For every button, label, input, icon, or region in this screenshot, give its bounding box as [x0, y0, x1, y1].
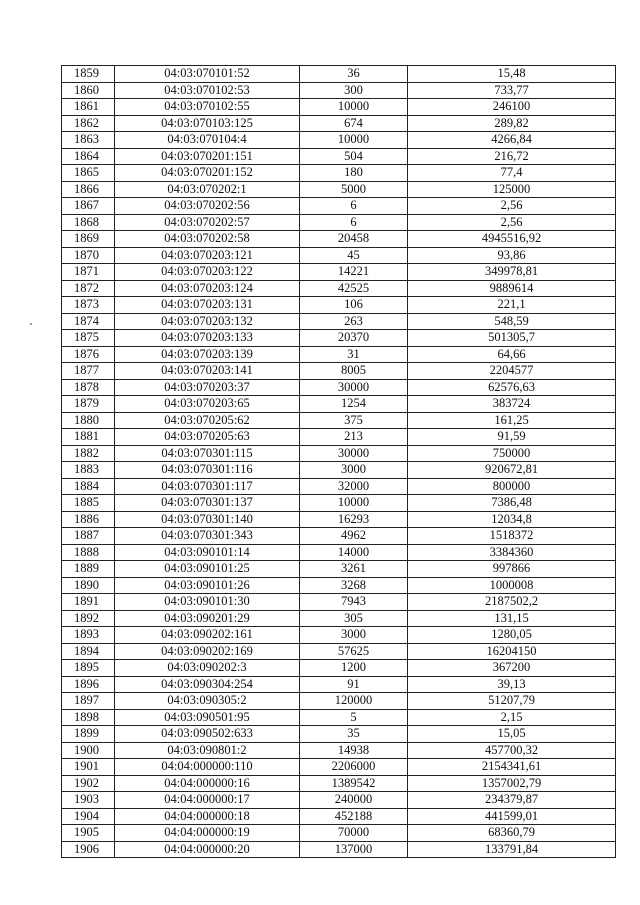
- area-cell: 3000: [300, 462, 408, 479]
- cadastral-number-cell: 04:03:070203:132: [115, 313, 300, 330]
- area-cell: 91: [300, 676, 408, 693]
- row-number-cell: 1860: [62, 82, 115, 99]
- table-row: [62, 379, 616, 396]
- table-row: [62, 759, 616, 776]
- cadastral-value-cell: 2,15: [408, 709, 616, 726]
- row-number-cell: 1898: [62, 709, 115, 726]
- table-row: [62, 297, 616, 314]
- cadastral-number-cell: 04:04:000000:16: [115, 775, 300, 792]
- table-row: [62, 825, 616, 842]
- table-body: [62, 66, 616, 858]
- row-number-cell: 1884: [62, 478, 115, 495]
- cadastral-value-cell: 221,1: [408, 297, 616, 314]
- table-row: [62, 841, 616, 858]
- cadastral-number-cell: 04:03:070205:63: [115, 429, 300, 446]
- area-cell: 137000: [300, 841, 408, 858]
- cadastral-number-cell: 04:03:090501:95: [115, 709, 300, 726]
- cadastral-value-cell: 2,56: [408, 198, 616, 215]
- row-number-cell: 1861: [62, 99, 115, 116]
- row-number-cell: 1870: [62, 247, 115, 264]
- cadastral-value-cell: 62576,63: [408, 379, 616, 396]
- row-number-cell: 1873: [62, 297, 115, 314]
- table-row: [62, 412, 616, 429]
- row-number-cell: 1905: [62, 825, 115, 842]
- cadastral-value-cell: 15,48: [408, 66, 616, 83]
- cadastral-value-cell: 68360,79: [408, 825, 616, 842]
- row-number-cell: 1903: [62, 792, 115, 809]
- cadastral-value-cell: 2187502,2: [408, 594, 616, 611]
- row-number-cell: 1864: [62, 148, 115, 165]
- cadastral-number-cell: 04:03:070203:124: [115, 280, 300, 297]
- cadastral-number-cell: 04:03:070203:65: [115, 396, 300, 413]
- row-number-cell: 1879: [62, 396, 115, 413]
- area-cell: 2206000: [300, 759, 408, 776]
- area-cell: 35: [300, 726, 408, 743]
- area-cell: 263: [300, 313, 408, 330]
- area-cell: 45: [300, 247, 408, 264]
- row-number-cell: 1867: [62, 198, 115, 215]
- row-number-cell: 1862: [62, 115, 115, 132]
- cadastral-value-cell: 64,66: [408, 346, 616, 363]
- cadastral-value-cell: 2154341,61: [408, 759, 616, 776]
- area-cell: 57625: [300, 643, 408, 660]
- scan-speck: [30, 323, 32, 325]
- row-number-cell: 1902: [62, 775, 115, 792]
- row-number-cell: 1872: [62, 280, 115, 297]
- area-cell: 5000: [300, 181, 408, 198]
- area-cell: 180: [300, 165, 408, 182]
- cadastral-number-cell: 04:03:090502:633: [115, 726, 300, 743]
- row-number-cell: 1895: [62, 660, 115, 677]
- row-number-cell: 1889: [62, 561, 115, 578]
- cadastral-value-cell: 383724: [408, 396, 616, 413]
- cadastral-value-cell: 4266,84: [408, 132, 616, 149]
- cadastral-number-cell: 04:03:070201:151: [115, 148, 300, 165]
- area-cell: 1254: [300, 396, 408, 413]
- cadastral-number-cell: 04:04:000000:19: [115, 825, 300, 842]
- row-number-cell: 1899: [62, 726, 115, 743]
- area-cell: 4962: [300, 528, 408, 545]
- cadastral-value-cell: 12034,8: [408, 511, 616, 528]
- cadastral-value-cell: 1280,05: [408, 627, 616, 644]
- cadastral-number-cell: 04:04:000000:20: [115, 841, 300, 858]
- table-row: [62, 627, 616, 644]
- table-row: [62, 610, 616, 627]
- area-cell: 5: [300, 709, 408, 726]
- cadastral-value-cell: 501305,7: [408, 330, 616, 347]
- area-cell: 14938: [300, 742, 408, 759]
- cadastral-number-cell: 04:03:070201:152: [115, 165, 300, 182]
- row-number-cell: 1882: [62, 445, 115, 462]
- area-cell: 6: [300, 198, 408, 215]
- cadastral-number-cell: 04:03:090202:161: [115, 627, 300, 644]
- cadastral-value-cell: 1518372: [408, 528, 616, 545]
- table-row: [62, 346, 616, 363]
- cadastral-value-cell: 548,59: [408, 313, 616, 330]
- table-row: [62, 495, 616, 512]
- cadastral-value-cell: 367200: [408, 660, 616, 677]
- row-number-cell: 1906: [62, 841, 115, 858]
- area-cell: 20458: [300, 231, 408, 248]
- table-row: [62, 643, 616, 660]
- area-cell: 213: [300, 429, 408, 446]
- table-row: [62, 660, 616, 677]
- cadastral-value-cell: 4945516,92: [408, 231, 616, 248]
- cadastral-number-cell: 04:03:090305:2: [115, 693, 300, 710]
- row-number-cell: 1890: [62, 577, 115, 594]
- table-row: [62, 115, 616, 132]
- area-cell: 452188: [300, 808, 408, 825]
- row-number-cell: 1865: [62, 165, 115, 182]
- row-number-cell: 1866: [62, 181, 115, 198]
- area-cell: 14000: [300, 544, 408, 561]
- area-cell: 300: [300, 82, 408, 99]
- table-row: [62, 775, 616, 792]
- area-cell: 106: [300, 297, 408, 314]
- table-row: [62, 66, 616, 83]
- table-row: [62, 709, 616, 726]
- row-number-cell: 1869: [62, 231, 115, 248]
- table-row: [62, 742, 616, 759]
- cadastral-number-cell: 04:03:070203:141: [115, 363, 300, 380]
- cadastral-value-cell: 7386,48: [408, 495, 616, 512]
- area-cell: 3000: [300, 627, 408, 644]
- area-cell: 30000: [300, 379, 408, 396]
- table-row: [62, 82, 616, 99]
- cadastral-number-cell: 04:03:090201:29: [115, 610, 300, 627]
- table-row: [62, 231, 616, 248]
- row-number-cell: 1875: [62, 330, 115, 347]
- table-row: [62, 478, 616, 495]
- cadastral-number-cell: 04:03:070301:115: [115, 445, 300, 462]
- table-row: [62, 544, 616, 561]
- table-row: [62, 330, 616, 347]
- cadastral-number-cell: 04:03:070301:140: [115, 511, 300, 528]
- cadastral-number-cell: 04:03:090101:25: [115, 561, 300, 578]
- area-cell: 20370: [300, 330, 408, 347]
- cadastral-number-cell: 04:03:070102:55: [115, 99, 300, 116]
- row-number-cell: 1877: [62, 363, 115, 380]
- row-number-cell: 1878: [62, 379, 115, 396]
- cadastral-value-cell: 131,15: [408, 610, 616, 627]
- table-row: [62, 792, 616, 809]
- area-cell: 14221: [300, 264, 408, 281]
- cadastral-number-cell: 04:03:070203:121: [115, 247, 300, 264]
- cadastral-value-cell: 234379,87: [408, 792, 616, 809]
- table-row: [62, 148, 616, 165]
- row-number-cell: 1883: [62, 462, 115, 479]
- area-cell: 6: [300, 214, 408, 231]
- area-cell: 7943: [300, 594, 408, 611]
- cadastral-number-cell: 04:03:070301:116: [115, 462, 300, 479]
- cadastral-number-cell: 04:03:070203:37: [115, 379, 300, 396]
- cadastral-value-cell: 1000008: [408, 577, 616, 594]
- row-number-cell: 1868: [62, 214, 115, 231]
- cadastral-number-cell: 04:03:070203:133: [115, 330, 300, 347]
- cadastral-number-cell: 04:03:070202:57: [115, 214, 300, 231]
- cadastral-value-cell: 15,05: [408, 726, 616, 743]
- table-row: [62, 247, 616, 264]
- table-row: [62, 462, 616, 479]
- table-row: [62, 429, 616, 446]
- cadastral-value-cell: 457700,32: [408, 742, 616, 759]
- table-row: [62, 693, 616, 710]
- table-row: [62, 264, 616, 281]
- row-number-cell: 1893: [62, 627, 115, 644]
- cadastral-number-cell: 04:03:070203:131: [115, 297, 300, 314]
- row-number-cell: 1888: [62, 544, 115, 561]
- row-number-cell: 1891: [62, 594, 115, 611]
- area-cell: 1200: [300, 660, 408, 677]
- cadastral-number-cell: 04:03:070103:125: [115, 115, 300, 132]
- cadastral-value-cell: 39,13: [408, 676, 616, 693]
- cadastral-value-cell: 16204150: [408, 643, 616, 660]
- cadastral-value-cell: 733,77: [408, 82, 616, 99]
- table-row: [62, 561, 616, 578]
- area-cell: 16293: [300, 511, 408, 528]
- cadastral-value-table: [61, 65, 616, 858]
- area-cell: 3261: [300, 561, 408, 578]
- table-row: [62, 313, 616, 330]
- cadastral-number-cell: 04:03:090801:2: [115, 742, 300, 759]
- area-cell: 240000: [300, 792, 408, 809]
- cadastral-number-cell: 04:03:090304:254: [115, 676, 300, 693]
- area-cell: 120000: [300, 693, 408, 710]
- table-row: [62, 808, 616, 825]
- cadastral-value-cell: 133791,84: [408, 841, 616, 858]
- cadastral-value-cell: 289,82: [408, 115, 616, 132]
- cadastral-value-cell: 997866: [408, 561, 616, 578]
- table-row: [62, 99, 616, 116]
- table-row: [62, 132, 616, 149]
- cadastral-value-cell: 441599,01: [408, 808, 616, 825]
- area-cell: 32000: [300, 478, 408, 495]
- cadastral-number-cell: 04:04:000000:18: [115, 808, 300, 825]
- table-row: [62, 214, 616, 231]
- cadastral-number-cell: 04:03:090202:169: [115, 643, 300, 660]
- area-cell: 10000: [300, 495, 408, 512]
- table-row: [62, 280, 616, 297]
- row-number-cell: 1863: [62, 132, 115, 149]
- cadastral-number-cell: 04:03:090101:14: [115, 544, 300, 561]
- row-number-cell: 1859: [62, 66, 115, 83]
- cadastral-value-cell: 91,59: [408, 429, 616, 446]
- table-row: [62, 363, 616, 380]
- row-number-cell: 1871: [62, 264, 115, 281]
- table-row: [62, 594, 616, 611]
- cadastral-value-cell: 3384360: [408, 544, 616, 561]
- cadastral-value-cell: 2,56: [408, 214, 616, 231]
- area-cell: 8005: [300, 363, 408, 380]
- row-number-cell: 1886: [62, 511, 115, 528]
- cadastral-value-cell: 93,86: [408, 247, 616, 264]
- cadastral-number-cell: 04:03:070205:62: [115, 412, 300, 429]
- area-cell: 42525: [300, 280, 408, 297]
- cadastral-value-cell: 2204577: [408, 363, 616, 380]
- table-row: [62, 198, 616, 215]
- area-cell: 504: [300, 148, 408, 165]
- cadastral-number-cell: 04:03:090101:30: [115, 594, 300, 611]
- cadastral-number-cell: 04:03:070301:343: [115, 528, 300, 545]
- cadastral-value-cell: 9889614: [408, 280, 616, 297]
- cadastral-value-cell: 161,25: [408, 412, 616, 429]
- row-number-cell: 1904: [62, 808, 115, 825]
- table-row: [62, 726, 616, 743]
- cadastral-number-cell: 04:03:070104:4: [115, 132, 300, 149]
- table-row: [62, 528, 616, 545]
- cadastral-number-cell: 04:03:090101:26: [115, 577, 300, 594]
- area-cell: 10000: [300, 132, 408, 149]
- cadastral-value-cell: 750000: [408, 445, 616, 462]
- row-number-cell: 1874: [62, 313, 115, 330]
- cadastral-value-cell: 1357002,79: [408, 775, 616, 792]
- row-number-cell: 1876: [62, 346, 115, 363]
- row-number-cell: 1881: [62, 429, 115, 446]
- cadastral-value-cell: 216,72: [408, 148, 616, 165]
- area-cell: 31: [300, 346, 408, 363]
- cadastral-value-cell: 800000: [408, 478, 616, 495]
- row-number-cell: 1901: [62, 759, 115, 776]
- cadastral-number-cell: 04:03:070101:52: [115, 66, 300, 83]
- area-cell: 375: [300, 412, 408, 429]
- cadastral-number-cell: 04:04:000000:17: [115, 792, 300, 809]
- row-number-cell: 1897: [62, 693, 115, 710]
- area-cell: 305: [300, 610, 408, 627]
- area-cell: 30000: [300, 445, 408, 462]
- table-row: [62, 396, 616, 413]
- row-number-cell: 1892: [62, 610, 115, 627]
- cadastral-value-cell: 349978,81: [408, 264, 616, 281]
- cadastral-number-cell: 04:03:090202:3: [115, 660, 300, 677]
- area-cell: 10000: [300, 99, 408, 116]
- row-number-cell: 1894: [62, 643, 115, 660]
- table-row: [62, 676, 616, 693]
- cadastral-number-cell: 04:03:070301:137: [115, 495, 300, 512]
- area-cell: 36: [300, 66, 408, 83]
- table-row: [62, 181, 616, 198]
- table-row: [62, 577, 616, 594]
- cadastral-value-cell: 920672,81: [408, 462, 616, 479]
- area-cell: 674: [300, 115, 408, 132]
- cadastral-number-cell: 04:03:070301:117: [115, 478, 300, 495]
- cadastral-number-cell: 04:03:070203:139: [115, 346, 300, 363]
- cadastral-number-cell: 04:03:070202:58: [115, 231, 300, 248]
- area-cell: 70000: [300, 825, 408, 842]
- table-row: [62, 445, 616, 462]
- area-cell: 3268: [300, 577, 408, 594]
- cadastral-number-cell: 04:03:070202:56: [115, 198, 300, 215]
- row-number-cell: 1900: [62, 742, 115, 759]
- table-row: [62, 511, 616, 528]
- cadastral-number-cell: 04:03:070202:1: [115, 181, 300, 198]
- cadastral-number-cell: 04:03:070203:122: [115, 264, 300, 281]
- cadastral-value-cell: 125000: [408, 181, 616, 198]
- cadastral-number-cell: 04:03:070102:53: [115, 82, 300, 99]
- area-cell: 1389542: [300, 775, 408, 792]
- table-row: [62, 165, 616, 182]
- cadastral-value-cell: 77,4: [408, 165, 616, 182]
- row-number-cell: 1887: [62, 528, 115, 545]
- cadastral-number-cell: 04:04:000000:110: [115, 759, 300, 776]
- row-number-cell: 1885: [62, 495, 115, 512]
- row-number-cell: 1896: [62, 676, 115, 693]
- cadastral-value-cell: 51207,79: [408, 693, 616, 710]
- cadastral-value-cell: 246100: [408, 99, 616, 116]
- row-number-cell: 1880: [62, 412, 115, 429]
